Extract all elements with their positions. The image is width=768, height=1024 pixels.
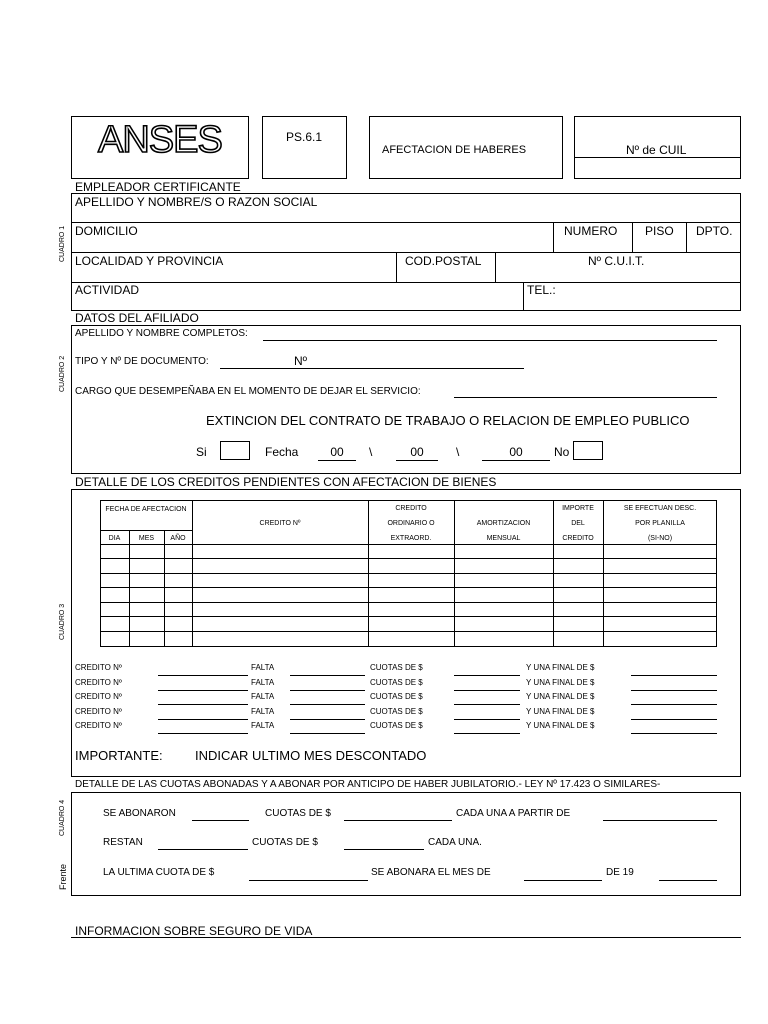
cuotas-input[interactable]: [454, 719, 520, 720]
cuadro-3-label: CUADRO 3: [59, 603, 66, 640]
form-title: AFECTACION DE HABERES: [382, 144, 527, 156]
seguro-divider: [71, 937, 741, 938]
credito-ord-header-2: ORDINARIO O: [387, 520, 435, 527]
fecha-day[interactable]: 00: [330, 445, 344, 459]
credito-no-label: CREDITO Nº: [75, 707, 122, 716]
domicilio-label: DOMICILIO: [75, 224, 138, 238]
si-checkbox[interactable]: [220, 441, 250, 460]
mes-header: MES: [138, 535, 155, 542]
desc-header-2: POR PLANILLA: [635, 520, 685, 527]
credito-no-label: CREDITO Nº: [75, 721, 122, 730]
cuotas-section-title: DETALLE DE LAS CUOTAS ABONADAS Y A ABONAR POR ANTICIPO DE HABER JUBILATORIO.- LEY Nº 17.423 O SIMILARES-: [75, 779, 661, 790]
cuil-label: Nº de CUIL: [626, 143, 687, 157]
no-checkbox[interactable]: [573, 441, 603, 460]
cuadro-1-label: CUADRO 1: [59, 225, 66, 262]
credito-no-header: CREDITO Nº: [259, 520, 301, 527]
cuotas-label: CUOTAS DE $: [370, 678, 423, 687]
localidad-label: LOCALIDAD Y PROVINCIA: [75, 254, 224, 268]
dpto-label: DPTO.: [696, 224, 733, 238]
falta-label: FALTA: [251, 692, 275, 701]
final-input[interactable]: [631, 690, 717, 691]
final-label: Y UNA FINAL DE $: [526, 678, 595, 687]
falta-input[interactable]: [290, 690, 365, 691]
cod-postal-label: COD.POSTAL: [405, 254, 482, 268]
cuotas-input[interactable]: [454, 704, 520, 705]
fecha-afectacion-header: FECHA DE AFECTACION: [105, 506, 187, 513]
final-label: Y UNA FINAL DE $: [526, 663, 595, 672]
cuotas-de-label-2: CUOTAS DE $: [252, 837, 318, 848]
creditos-section-title: DETALLE DE LOS CREDITOS PENDIENTES CON AFECTACION DE BIENES: [75, 475, 497, 489]
se-abonaron-label: SE ABONARON: [103, 808, 176, 819]
seguro-section-title: INFORMACION SOBRE SEGURO DE VIDA: [75, 924, 313, 938]
final-input[interactable]: [631, 719, 717, 720]
importe-header-3: CREDITO: [562, 535, 594, 542]
importante-label: IMPORTANTE:: [75, 748, 163, 763]
se-abonara-input[interactable]: [524, 880, 602, 881]
piso-label: PISO: [645, 224, 674, 238]
cuil-input[interactable]: [575, 158, 740, 178]
falta-label: FALTA: [251, 721, 275, 730]
se-abonara-label: SE ABONARA EL MES DE: [371, 867, 491, 878]
tipo-doc-label: TIPO Y Nº DE DOCUMENTO:: [75, 356, 209, 367]
final-label: Y UNA FINAL DE $: [526, 692, 595, 701]
empleador-section-title: EMPLEADOR CERTIFICANTE: [75, 180, 241, 194]
cada-una-label: CADA UNA.: [428, 837, 482, 848]
cuadro-2-label: CUADRO 2: [59, 355, 66, 392]
form-code-box: [262, 116, 347, 179]
no-label: No: [554, 445, 570, 459]
falta-input[interactable]: [290, 704, 365, 705]
credito-no-input[interactable]: [158, 719, 248, 720]
de19-label: DE 19: [606, 867, 634, 878]
frente-label: Frente: [58, 863, 68, 890]
anio-header: AÑO: [170, 535, 186, 542]
cuotas-de-label-1: CUOTAS DE $: [265, 808, 331, 819]
afiliado-apellido-input[interactable]: [263, 340, 717, 341]
cargo-input[interactable]: [454, 397, 717, 398]
credito-no-input[interactable]: [158, 733, 248, 734]
ultima-cuota-label: LA ULTIMA CUOTA DE $: [103, 867, 215, 878]
final-label: Y UNA FINAL DE $: [526, 721, 595, 730]
cada-una-partir-label: CADA UNA A PARTIR DE: [456, 808, 571, 819]
cuotas-input[interactable]: [454, 690, 520, 691]
domicilio-input[interactable]: [150, 224, 550, 250]
cargo-label: CARGO QUE DESEMPEÑABA EN EL MOMENTO DE DEJAR EL SERVICIO:: [75, 386, 421, 397]
empleador-apellido-label: APELLIDO Y NOMBRE/S O RAZON SOCIAL: [75, 195, 318, 209]
falta-label: FALTA: [251, 678, 275, 687]
si-label: Si: [196, 445, 207, 459]
cuotas-label: CUOTAS DE $: [370, 692, 423, 701]
fecha-year[interactable]: 00: [509, 445, 523, 459]
cuotas-label: CUOTAS DE $: [370, 707, 423, 716]
final-input[interactable]: [631, 675, 717, 676]
actividad-label: ACTIVIDAD: [75, 283, 140, 297]
falta-label: FALTA: [251, 707, 275, 716]
credito-no-label: CREDITO Nº: [75, 692, 122, 701]
cuit-label: Nº C.U.I.T.: [588, 254, 645, 268]
tipo-doc-input[interactable]: [220, 368, 524, 369]
form-code: PS.6.1: [286, 130, 323, 144]
cuotas-input[interactable]: [454, 675, 520, 676]
cuotas-input[interactable]: [454, 733, 520, 734]
tel-input[interactable]: [560, 284, 740, 310]
afiliado-section-title: DATOS DEL AFILIADO: [75, 311, 199, 325]
desc-header-1: SE EFECTUAN DESC.: [623, 505, 697, 512]
cuotas-de-input-2[interactable]: [344, 849, 424, 850]
se-abonaron-input[interactable]: [192, 820, 249, 821]
falta-input[interactable]: [290, 675, 365, 676]
falta-input[interactable]: [290, 733, 365, 734]
empleador-apellido-input[interactable]: [340, 196, 740, 220]
credito-no-input[interactable]: [158, 690, 248, 691]
tel-label: TEL.:: [527, 283, 556, 297]
ultima-cuota-input[interactable]: [249, 880, 368, 881]
final-label: Y UNA FINAL DE $: [526, 707, 595, 716]
importe-header-2: DEL: [571, 520, 585, 527]
credito-no-label: CREDITO Nº: [75, 663, 122, 672]
cada-una-partir-input[interactable]: [603, 820, 717, 821]
amortizacion-header-2: MENSUAL: [486, 535, 521, 542]
final-input[interactable]: [631, 733, 717, 734]
credito-no-input[interactable]: [158, 675, 248, 676]
fecha-month[interactable]: 00: [410, 445, 424, 459]
numero-label: NUMERO: [564, 224, 618, 238]
credito-ord-header-3: EXTRAORD.: [390, 535, 432, 542]
cuotas-label: CUOTAS DE $: [370, 663, 423, 672]
credito-no-input[interactable]: [158, 704, 248, 705]
falta-label: FALTA: [251, 663, 275, 672]
falta-input[interactable]: [290, 719, 365, 720]
importe-header-1: IMPORTE: [562, 505, 594, 512]
fecha-label: Fecha: [265, 445, 299, 459]
afiliado-apellido-label: APELLIDO Y NOMBRE COMPLETOS:: [75, 328, 248, 339]
desc-header-3: (SI-NO): [647, 535, 673, 542]
localidad-input[interactable]: [240, 254, 395, 280]
restan-label: RESTAN: [103, 837, 143, 848]
amortizacion-header-1: AMORTIZACION: [476, 520, 531, 527]
actividad-input[interactable]: [150, 284, 520, 310]
cuotas-label: CUOTAS DE $: [370, 721, 423, 730]
indicar-label: INDICAR ULTIMO MES DESCONTADO: [195, 748, 427, 763]
credito-no-label: CREDITO Nº: [75, 678, 122, 687]
extincion-title: EXTINCION DEL CONTRATO DE TRABAJO O RELACION DE EMPLEO PUBLICO: [206, 413, 690, 428]
de19-input[interactable]: [659, 880, 717, 881]
credito-ord-header-1: CREDITO: [395, 505, 427, 512]
anses-logo: ANSES: [98, 119, 222, 161]
doc-numero-label: Nº: [294, 354, 308, 368]
fecha-sep-1: \: [369, 445, 373, 459]
restan-input[interactable]: [158, 849, 248, 850]
cuadro-4-label: CUADRO 4: [59, 799, 66, 836]
fecha-sep-2: \: [456, 445, 460, 459]
dia-header: DIA: [108, 535, 121, 542]
final-input[interactable]: [631, 704, 717, 705]
cuotas-de-input-1[interactable]: [344, 820, 452, 821]
